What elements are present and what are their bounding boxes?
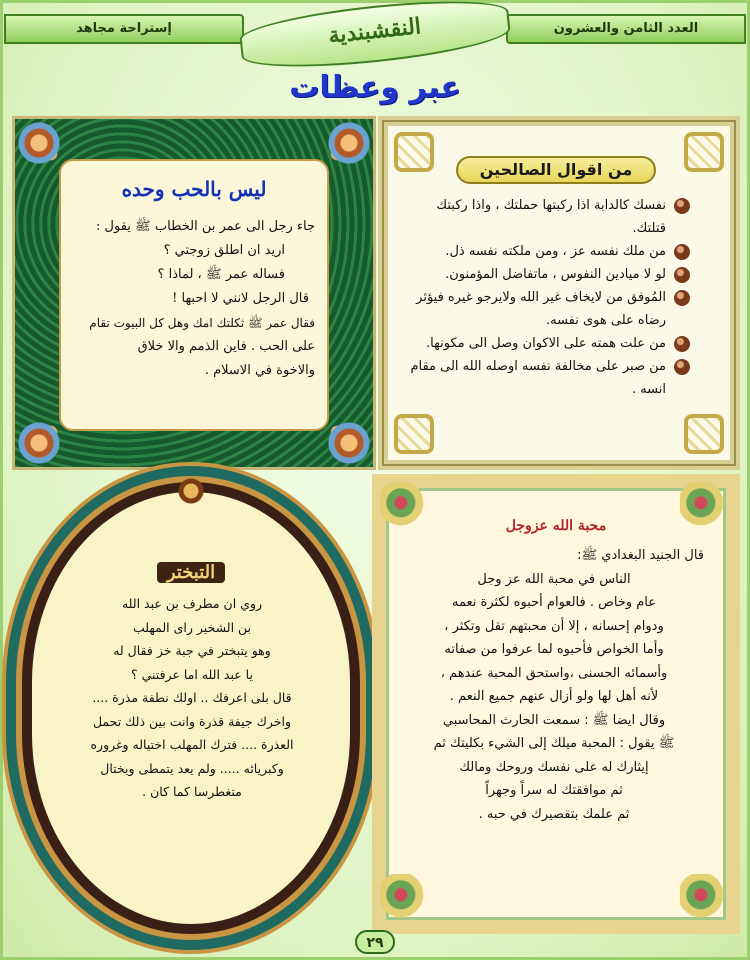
text-line: ﷺ يقول : المحبة ميلك إلى الشيء بكليتك ثم: [433, 736, 675, 751]
list-item: [400, 240, 690, 263]
list-item: [400, 286, 690, 332]
text-line: الناس في محبة الله عز وجل: [477, 571, 631, 587]
text-line: ودوام إحسانه ، إلا أن محبتهم تقل وتكثر ،: [444, 618, 664, 634]
love-story-title: ليس بالحب وحده: [121, 177, 267, 201]
section-ribbon: [4, 14, 244, 44]
text-line: قال الجنيد البغدادي ﷺ:: [577, 548, 704, 563]
story-line: فساله عمر ﷺ ، لماذا ؟: [157, 267, 285, 282]
list-item: [400, 194, 690, 240]
saying-text: لو لا ميادين النفوس ، ماتفاضل المؤمنون.: [445, 267, 666, 282]
saying-text: المُوفق من لايخاف غير الله ولايرجو غيره فيؤثر رضاه على هوى نفسه.: [416, 290, 666, 328]
story-line: واخرك جيفة قذرة وانت بين ذلك تحمل: [92, 713, 292, 729]
story-line: اريد ان اطلق زوجتي ؟: [163, 243, 285, 258]
corner-ornament: [680, 874, 732, 926]
list-item: [400, 332, 690, 355]
strutting-box: [14, 474, 368, 944]
story-line: يا عبد الله اما عرفتني ؟: [131, 666, 253, 682]
sayings-title: من اقوال الصالحين: [456, 156, 656, 184]
text-line: وأما الخواص فأحبوه لما عرفوا من صفاته: [444, 642, 664, 657]
section-label: إستراحة مجاهد: [76, 21, 172, 36]
page-title: عبر وعظات: [289, 70, 461, 105]
bullet-icon: [674, 359, 690, 375]
text-line: ثم علمك بتقصيرك في حبه .: [478, 806, 630, 822]
bullet-icon: [674, 290, 690, 306]
text-line: لأنه أهل لها ولو أزال عنهم جميع النعم .: [449, 689, 659, 704]
issue-ribbon: [506, 14, 746, 44]
story-line: وهو يتبختر في جبة خز فقال له: [113, 643, 271, 658]
story-line: جاء رجل الى عمر بن الخطاب ﷺ يقول :: [96, 219, 315, 234]
divine-love-text: [404, 544, 704, 826]
story-line: بن الشخير راى المهلب: [132, 619, 252, 635]
text-line: وقال ايضا ﷺ : سمعت الحارث المحاسبي: [442, 712, 666, 728]
story-line: العذرة .... فترك المهلب اختياله وغروره: [90, 737, 294, 752]
story-line: متغطرسا كما كان .: [142, 784, 242, 799]
story-line: قال بلى اعرفك .. اولك نطفة مذرة ....: [92, 690, 292, 705]
corner-knot: [684, 132, 724, 172]
bullet-icon: [674, 198, 690, 214]
divine-love-title: محبة الله عزوجل: [505, 518, 607, 534]
strutting-text: [64, 592, 320, 804]
text-line: وأسمائه الحسنى ،واستحق المحبة عندهم ،: [440, 665, 668, 681]
story-line: فقال عمر ﷺ ثكلتك امك وهل كل البيوت تقام: [89, 316, 315, 330]
saying-text: من علت همته على الاكوان وصل الى مكونها.: [426, 336, 666, 351]
corner-knot: [394, 132, 434, 172]
banner-title: النقشبندية: [327, 13, 423, 49]
text-line: إيثارك له على نفسك وروحك ومالك: [459, 759, 649, 775]
corner-knot: [394, 414, 434, 454]
list-item: [400, 355, 690, 401]
text-line: عام وخاص . فالعوام أحبوه لكثرة نعمه: [452, 595, 656, 610]
corner-ornament: [17, 421, 61, 465]
story-line: روي ان مطرف بن عبد الله: [121, 596, 263, 611]
story-line: على الحب . فاين الذمم والا خلاق: [137, 339, 315, 354]
medallion-finial-icon: [176, 474, 206, 508]
bullet-icon: [674, 336, 690, 352]
corner-ornament: [17, 121, 61, 165]
love-story-panel: [59, 159, 329, 431]
corner-knot: [684, 414, 724, 454]
issue-label: العدد الثامن والعشرون: [553, 21, 699, 36]
list-item: [400, 263, 690, 286]
strutting-title: التبختر: [157, 562, 225, 583]
saying-text: من صبر على مخالفة نفسه اوصله الله الى مقام انسه .: [410, 359, 666, 397]
story-line: وكبريائه ..... ولم يعد يتمطى ويختال: [100, 760, 284, 776]
story-line: والاخوة في الاسلام .: [204, 363, 315, 378]
text-line: ثم موافقتك له سراً وجهراً: [485, 783, 623, 798]
corner-ornament: [327, 121, 371, 165]
love-story-box: [12, 116, 376, 470]
corner-ornament: [380, 874, 432, 926]
sayings-box: [378, 116, 740, 470]
strutting-title-wrap: [14, 562, 368, 583]
bullet-icon: [674, 244, 690, 260]
saying-text: نفسك كالدابة اذا ركبتها حملتك ، واذا ركبتك قتلتك.: [436, 198, 666, 236]
bullet-icon: [674, 267, 690, 283]
saying-text: من ملك نفسه عز ، ومن ملكته نفسه ذل.: [445, 244, 666, 259]
sayings-list: [400, 194, 690, 401]
divine-love-box: [372, 474, 740, 934]
page-number: ٢٩: [355, 930, 395, 954]
story-line: قال الرجل لانني لا احبها !: [172, 291, 309, 306]
corner-ornament: [327, 421, 371, 465]
